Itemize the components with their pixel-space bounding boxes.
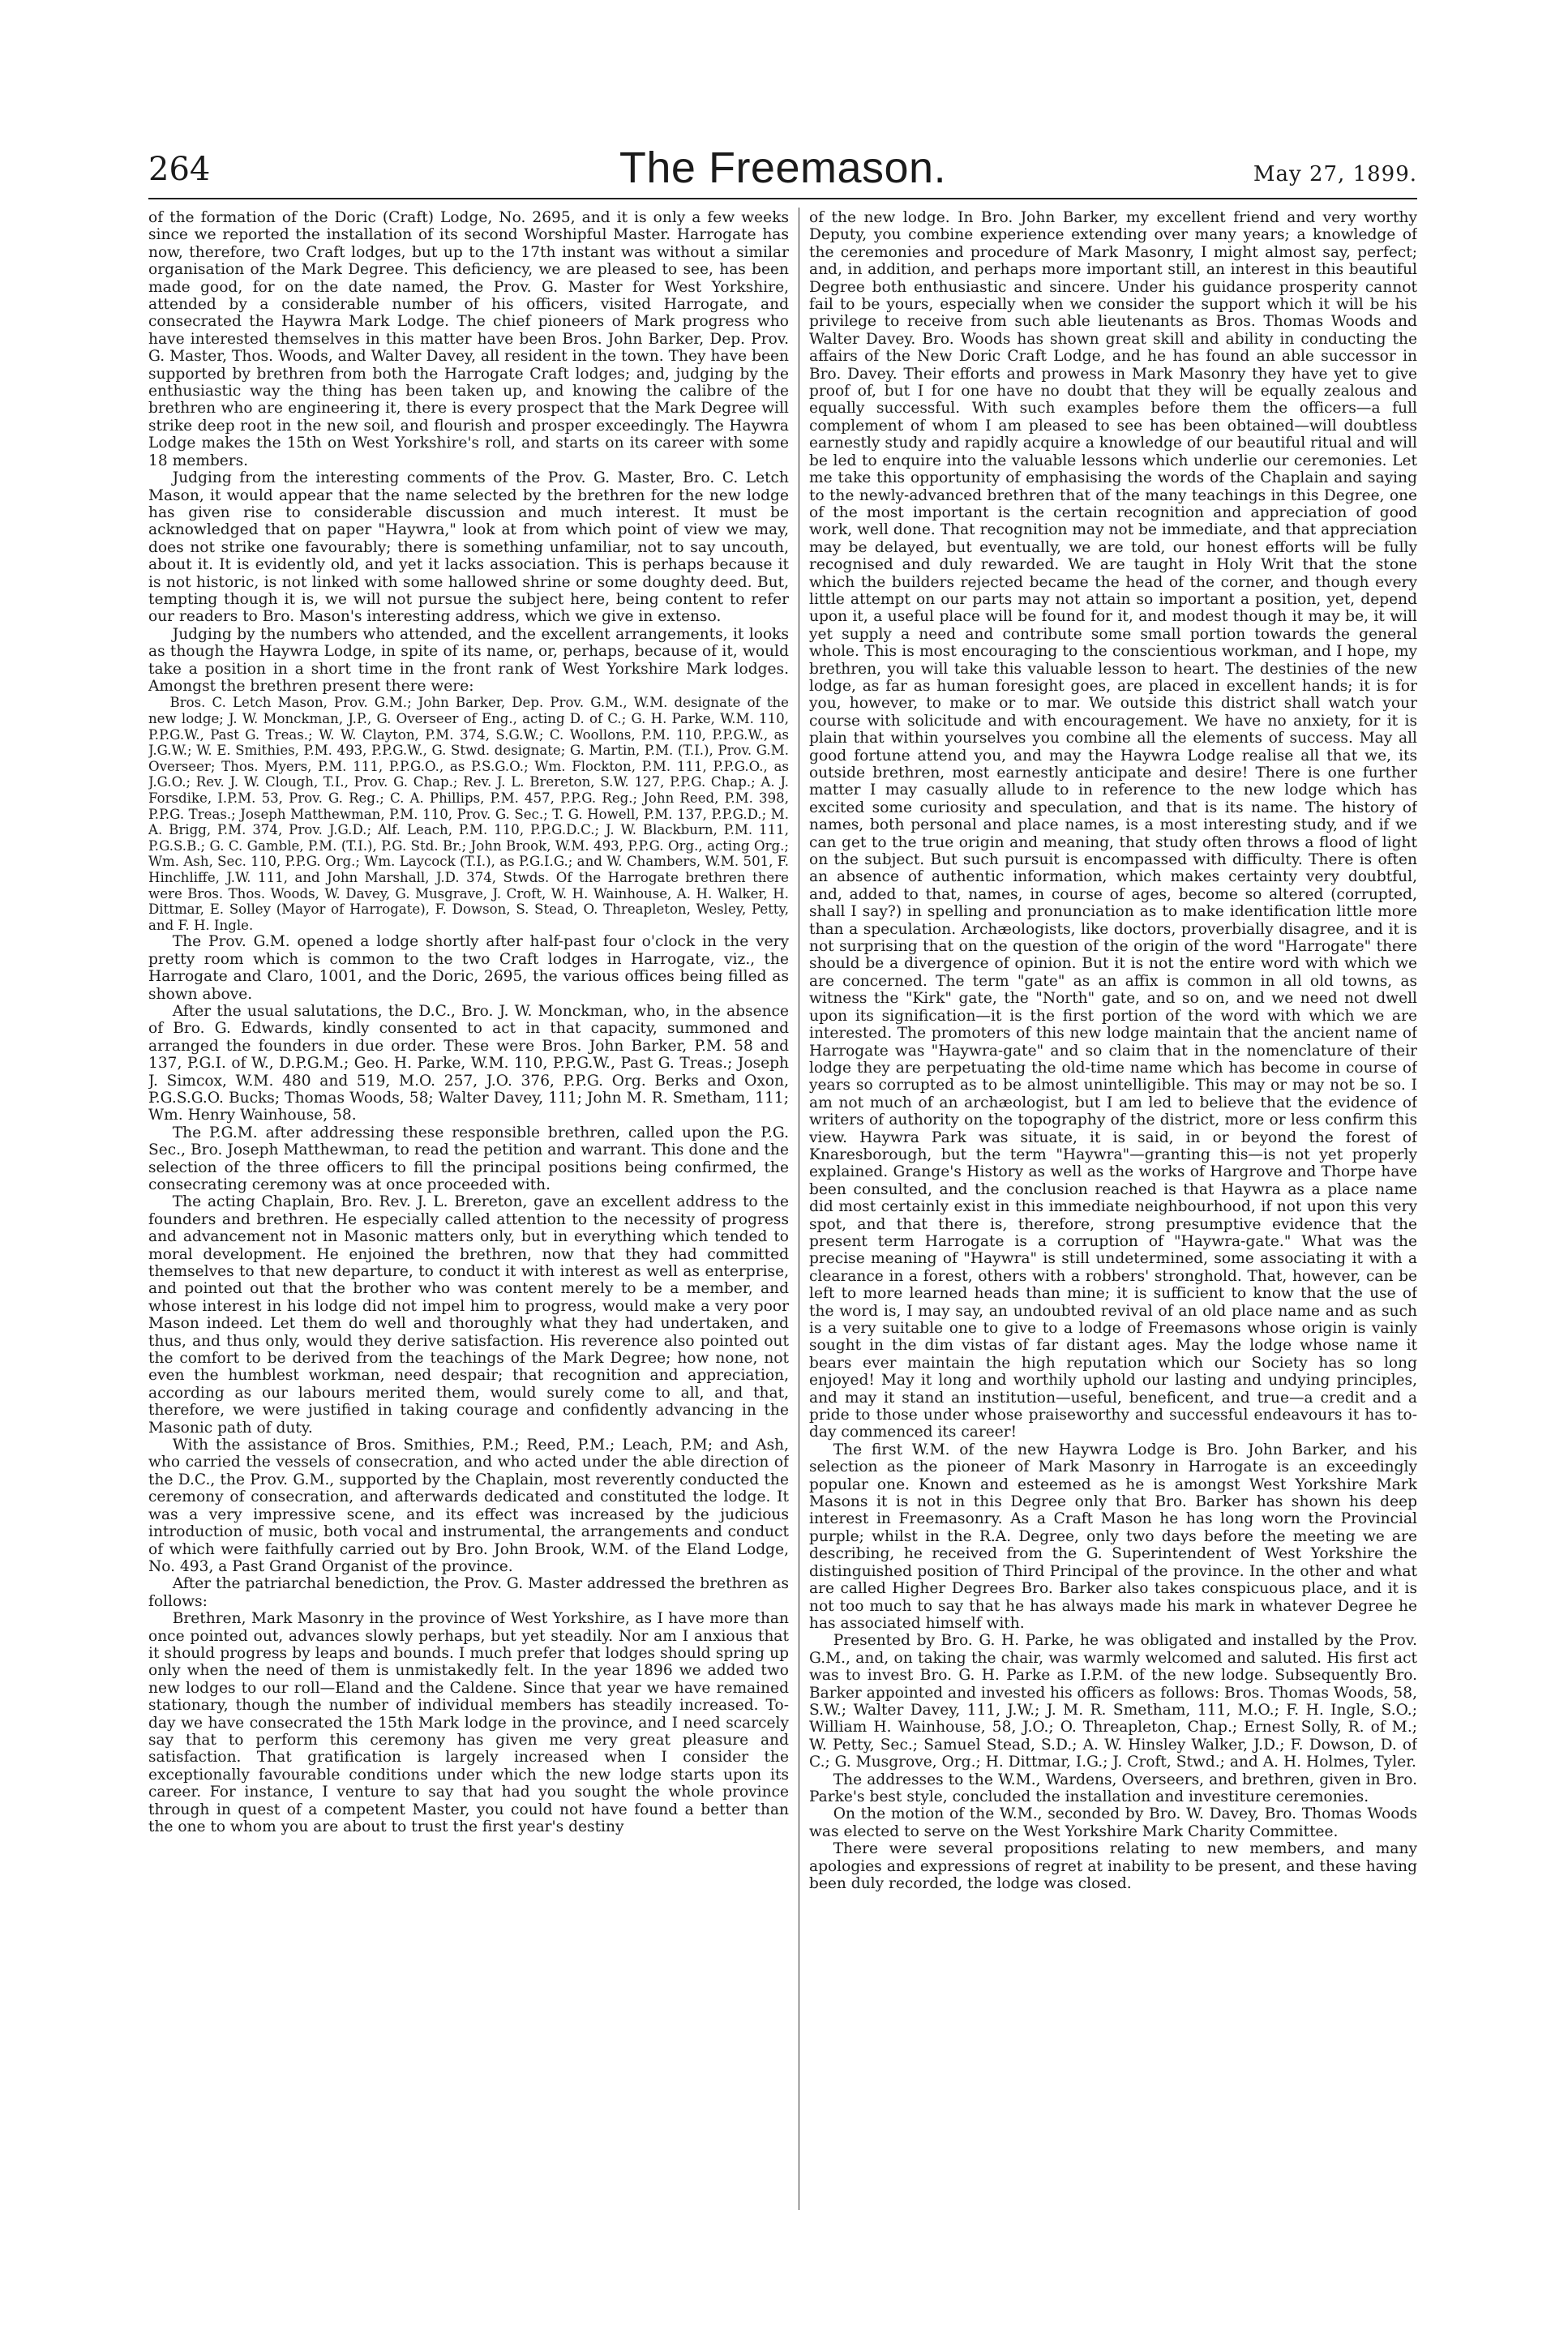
paragraph: of the formation of the Doric (Craft) Lodge, No. 2695, and it is only a few weeks since we reported the installation of its second Worshipful Master. Harrogate has now, therefore, two Craft lodges, but up to the 17th instant was without a similar organisation of the Mark Degree. This deficiency, we are pleased to see, has been made good, for on the date named, the Prov. G. Master for West Yorkshire, attended by a considerable number of his officers, visited Harrogate, and consecrated the Haywra Mark Lodge. The chief pioneers of Mark progress who have interested themselves in this matter have been Bros. John Barker, Dep. Prov. G. Master, Thos. Woods, and Walter Davey, all resident in the town. They have been supported by brethren from both the Harrogate Craft lodges; and, judging by the enthusiastic way the thing has been taken up, and knowing the calibre of the brethren who are engineering it, there is every prospect that the Mark Degree will strike deep root in the new soil, and flourish and prosper exceedingly. The Haywra Lodge makes the 15th on West Yorkshire's roll, and starts on its career with some 18 members. (148, 209, 789, 469)
attendee-list: Bros. C. Letch Mason, Prov. G.M.; John Barker, Dep. Prov. G.M., W.M. designate of the new lodge; J. W. Monckman, J.P., G. Overseer of Eng., acting D. of C.; G. H. Parke, W.M. 110, P.P.G.W., Past G. Treas.; W. W. Clayton, P.M. 374, S.G.W.; C. Woollons, P.M. 110, P.P.G.W., as J.G.W.; W. E. Smithies, P.M. 493, P.P.G.W., G. Stwd. designate; G. Martin, P.M. (T.I.), Prov. G.M. Overseer; Thos. Myers, P.M. 111, P.P.G.O., as P.S.G.O.; Wm. Flockton, P.M. 111, P.P.G.O., as J.G.O.; Rev. J. W. Clough, T.I., Prov. G. Chap.; Rev. J. L. Brereton, S.W. 127, P.P.G. Chap.; A. J. Forsdike, I.P.M. 53, Prov. G. Reg.; C. A. Phillips, P.M. 457, P.P.G. Reg.; John Reed, P.M. 398, P.P.G. Treas.; Joseph Matthewman, P.M. 110, Prov. G. Sec.; T. G. Howell, P.M. 137, P.P.G.D.; M. A. Brigg, P.M. 374, Prov. J.G.D.; Alf. Leach, P.M. 110, P.P.G.D.C.; J. W. Blackburn, P.M. 111, P.G.S.B.; G. C. Gamble, P.M. (T.I.), P.G. Std. Br.; John Brook, W.M. 493, P.P.G. Org., acting Org.; Wm. Ash, Sec. 110, P.P.G. Org.; Wm. Laycock (T.I.), as P.G.I.G.; and W. Chambers, W.M. 501, F. Hinchliffe, J.W. 111, and John Marshall, J.D. 374, Stwds. Of the Harrogate brethren there were Bros. Thos. Woods, W. Davey, G. Musgrave, J. Croft, W. H. Wainhouse, A. H. Walker, H. Dittmar, E. Solley (Mayor of Harrogate), F. Dowson, S. Stead, O. Threapleton, Wesley, Petty, and F. H. Ingle. (148, 695, 789, 933)
paragraph: Presented by Bro. G. H. Parke, he was obligated and installed by the Prov. G.M., and, on taking the chair, was warmly welcomed and saluted. His first act was to invest Bro. G. H. Parke as I.P.M. of the new lodge. Subsequently Bro. Barker appointed and invested his officers as follows: Bros. Thomas Woods, 58, S.W.; Walter Davey, 111, J.W.; J. M. R. Smetham, 111, M.O.; F. H. Ingle, S.O.; William H. Wainhouse, 58, J.O.; O. Threapleton, Chap.; Ernest Solly, R. of M.; W. Petty, Sec.; Samuel Stead, S.D.; A. W. Hinsley Walker, J.D.; F. Dowson, D. of C.; G. Musgrove, Org.; H. Dittmar, I.G.; J. Croft, Stwd.; and A. H. Holmes, Tyler. (809, 1632, 1417, 1771)
paragraph: of the new lodge. In Bro. John Barker, my excellent friend and very worthy Deputy, you combine experience extending over many years; a knowledge of the ceremonies and procedure of Mark Masonry, I might almost say, perfect; and, in addition, and perhaps more important still, an interest in this beautiful Degree both enthusiastic and sincere. Under his guidance prosperity cannot fail to be yours, especially when we consider the support which it will be his privilege to receive from such able lieutenants as Bros. Thomas Woods and Walter Davey. Bro. Woods has shown great skill and ability in conducting the affairs of the New Doric Craft Lodge, and he has found an able successor in Bro. Davey. Their efforts and prowess in Mark Masonry they have yet to give proof of, but I for one have no doubt that they will be equally zealous and equally successful. With such examples before them the officers—a full complement of whom I am pleased to see has been obtained—will doubtless earnestly study and rapidly acquire a knowledge of our beautiful ritual and will be led to enquire into the valuable lessons which underlie our ceremonies. Let me take this opportunity of emphasising the words of the Chaplain and saying to the newly-advanced brethren that of the many teachings in this Degree, one of the most important is the certain recognition and appreciation of good work, well done. That recognition may not be immediate, and that appreciation may be delayed, but eventually, we are told, our honest efforts will be fully recognised and duly rewarded. We are taught in Holy Writ that the stone which the builders rejected became the head of the corner, and though every little attempt on our parts may not attain so important a position, yet, depend upon it, a useful place will be found for it, and modest though it may be, it will yet supply a need and contribute some small portion towards the general whole. This is most encouraging to the conscientious workman, and I hope, my brethren, you will take this valuable lesson to heart. The destinies of the new lodge, as far as human foresight goes, are placed in excellent hands; it is for you, however, to make or to mar. We outside this district shall watch your course with solicitude and with encouragement. We have no anxiety, for it is plain that within yourselves you combine all the elements of success. May all good fortune attend you, and may the Haywra Lodge realise all that we, its outside brethren, most earnestly anticipate and desire! There is one further matter I may casually allude to in reference to the new lodge which has excited some curiosity and speculation, and that is its name. The history of names, both personal and place names, is a most interesting study, and if we can get to the true origin and meaning, that study often throws a flood of light on the subject. But such pursuit is encompassed with difficulty. There is often an absence of authentic information, which makes certainty very doubtful, and, added to that, names, in course of ages, become so altered (corrupted, shall I say?) in spelling and pronunciation as to make identification little more than a speculation. Archæologists, like doctors, proverbially disagree, and it is not surprising that on the question of the origin of the word "Harrogate" there should be a divergence of opinion. But it is not the entire word with which we are concerned. The term "gate" as an affix is common in all old towns, as witness the "Kirk" gate, the "North" gate, and so on, and we need not dwell upon its signification—it is the first portion of the word with which we are interested. The promoters of this new lodge maintain that the ancient name of Harrogate was "Haywra-gate" and so claim that in the nomenclature of their lodge they are perpetuating the old-time name which has become in course of years so corrupted as to be almost unintelligible. This may or may not be so. I am not much of an archæologist, but I am led to believe that the evidence of writers of authority on the topography of the district, more or less confirm this view. Haywra Park was situate, it is said, in or beyond the forest of Knaresborough, but the term "Haywra"—granting this—is not yet properly explained. Grange's History as well as the works of Hargrove and Thorpe have been consulted, and the conclusion reached is that Haywra as a place name did most certainly exist in this immediate neighbourhood, if not upon this very spot, and that there is, therefore, strong presumptive evidence that the present term Harrogate is a corruption of "Haywra-gate." What was the precise meaning of "Haywra" is still undetermined, some associating it with a clearance in a forest, others with a robbers' stronghold. That, however, can be left to more learned heads than mine; it is sufficient to know that the use of the word is, I may say, an undoubted revival of an old place name and as such is a very suitable one to give to a lodge of Freemasons whose origin is vainly sought in the dim vistas of far distant ages. May the lodge whose name it bears ever maintain the high reputation which our Society has so long enjoyed! May it long and worthily uphold our lasting and undying principles, and may it stand an institution—useful, beneficent, and true—a credit and a pride to those under whose praiseworthy and successful endeavours it has to-day commenced its career! (809, 209, 1417, 1441)
paragraph: Judging from the interesting comments of the Prov. G. Master, Bro. C. Letch Mason, it would appear that the name selected by the brethren for the new lodge has given rise to considerable discussion and much interest. It must be acknowledged that on paper "Haywra," look at from which point of view we may, does not strike one favourably; there is something unfamiliar, not to say uncouth, about it. It is evidently old, and yet it lacks association. This is perhaps because it is not historic, is not linked with some hallowed shrine or some doughty deed. But, tempting though it is, we will not pursue the subject here, being content to refer our readers to Bro. Mason's interesting address, which we give in extenso. (148, 469, 789, 626)
issue-date: May 27, 1899. (1253, 162, 1417, 186)
paragraph: The acting Chaplain, Bro. Rev. J. L. Brereton, gave an excellent address to the founders and brethren. He especially called attention to the necessity of progress and advancement not in Masonic matters only, but in everything which tended to moral development. He enjoined the brethren, now that they had committed themselves to that new departure, to conduct it with interest as well as enterprise, and pointed out that the brother who was content merely to be a member, and whose interest in his lodge did not impel him to progress, would make a very poor Mason indeed. Let them do well and thoroughly what they had undertaken, and thus, and thus only, would they derive satisfaction. His reverence also pointed out the comfort to be derived from the teachings of the Mark Degree; how none, not even the humblest workman, need despair; that recognition and appreciation, according as our labours merited them, would surely come to all, and that, therefore, we were justified in taking courage and confidently advancing in the Masonic path of duty. (148, 1193, 789, 1437)
header-rule (148, 198, 1417, 199)
left-column (148, 209, 789, 2228)
paragraph: Brethren, Mark Masonry in the province of West Yorkshire, as I have more than once pointed out, advances slowly perhaps, but yet steadily. Nor am I anxious that it should progress by leaps and bounds. I much prefer that lodges should spring up only when the need of them is unmistakedly felt. In the year 1896 we added two new lodges to our roll—Eland and the Caldene. Since that year we have remained stationary, though the number of individual members has steadily increased. To-day we have consecrated the 15th Mark lodge in the province, and I need scarcely say that to perform this ceremony has given me very great pleasure and satisfaction. That gratification is largely increased when I consider the exceptionally favourable conditions under which the new lodge starts upon its career. For instance, I venture to say that had you sought the whole province through in quest of a competent Master, you could not have found a better than the one to whom you are about to trust the first year's destiny (148, 1610, 789, 1835)
paragraph: The P.G.M. after addressing these responsible brethren, called upon the P.G. Sec., Bro. Joseph Matthewman, to read the petition and warrant. This done and the selection of the three officers to fill the principal positions being confirmed, the consecrating ceremony was at once proceeded with. (148, 1124, 789, 1193)
paragraph: On the motion of the W.M., seconded by Bro. W. Davey, Bro. Thomas Woods was elected to serve on the West Yorkshire Mark Charity Committee. (809, 1805, 1417, 1840)
right-column (809, 209, 1417, 2228)
paragraph: Judging by the numbers who attended, and the excellent arrangements, it looks as though the Haywra Lodge, in spite of its name, or, perhaps, because of it, would take a position in a short time in the front rank of West Yorkshire Mark lodges. Amongst the brethren present there were: (148, 625, 789, 695)
paragraph: The Prov. G.M. opened a lodge shortly after half-past four o'clock in the very pretty room which is common to the two Craft lodges in Harrogate, viz., the Harrogate and Claro, 1001, and the Doric, 2695, the various offices being filled as shown above. (148, 933, 789, 1003)
page-number: 264 (148, 151, 211, 188)
paragraph: After the patriarchal benediction, the Prov. G. Master addressed the brethren as follows: (148, 1575, 789, 1610)
paragraph: There were several propositions relating to new members, and many apologies and expressions of regret at inability to be present, and these having been duly recorded, the lodge was closed. (809, 1840, 1417, 1892)
masthead-title: The Freemason. (619, 143, 947, 192)
page-header (148, 143, 1417, 199)
paragraph: After the usual salutations, the D.C., Bro. J. W. Monckman, who, in the absence of Bro. G. Edwards, kindly consented to act in that capacity, summoned and arranged the founders in due order. These were Bros. John Barker, P.M. 58 and 137, P.G.I. of W., D.P.G.M.; Geo. H. Parke, W.M. 110, P.P.G.W., Past G. Treas.; Joseph J. Simcox, W.M. 480 and 519, M.O. 257, J.O. 376, P.P.G. Org. Berks and Oxon, P.G.S.G.O. Bucks; Thomas Woods, 58; Walter Davey, 111; John M. R. Smetham, 111; Wm. Henry Wainhouse, 58. (148, 1002, 789, 1124)
paragraph: The first W.M. of the new Haywra Lodge is Bro. John Barker, and his selection as the pioneer of Mark Masonry in Harrogate is an exceedingly popular one. Known and esteemed as he is amongst West Yorkshire Mark Masons it is not in this Degree only that Bro. Barker has shown his deep interest in Freemasonry. As a Craft Mason he has long worn the Provincial purple; whilst in the R.A. Degree, only two days before the meeting we are describing, he received from the G. Superintendent of West Yorkshire the distinguished position of Third Principal of the province. In the other and what are called Higher Degrees Bro. Barker also takes conspicuous place, and it is not too much to say that he has always made his mark in whatever Degree he has associated himself with. (809, 1441, 1417, 1632)
paragraph: With the assistance of Bros. Smithies, P.M.; Reed, P.M.; Leach, P.M; and Ash, who carried the vessels of consecration, and who acted under the able direction of the D.C., the Prov. G.M., supported by the Chaplain, most reverently conducted the ceremony of consecration, and afterwards dedicated and constituted the lodge. It was a very impressive scene, and its effect was increased by the judicious introduction of music, both vocal and instrumental, the arrangements and conduct of which were faithfully carried out by Bro. John Brook, W.M. of the Eland Lodge, No. 493, a Past Grand Organist of the province. (148, 1437, 789, 1575)
paragraph: The addresses to the W.M., Wardens, Overseers, and brethren, given in Bro. Parke's best style, concluded the installation and investiture ceremonies. (809, 1771, 1417, 1805)
